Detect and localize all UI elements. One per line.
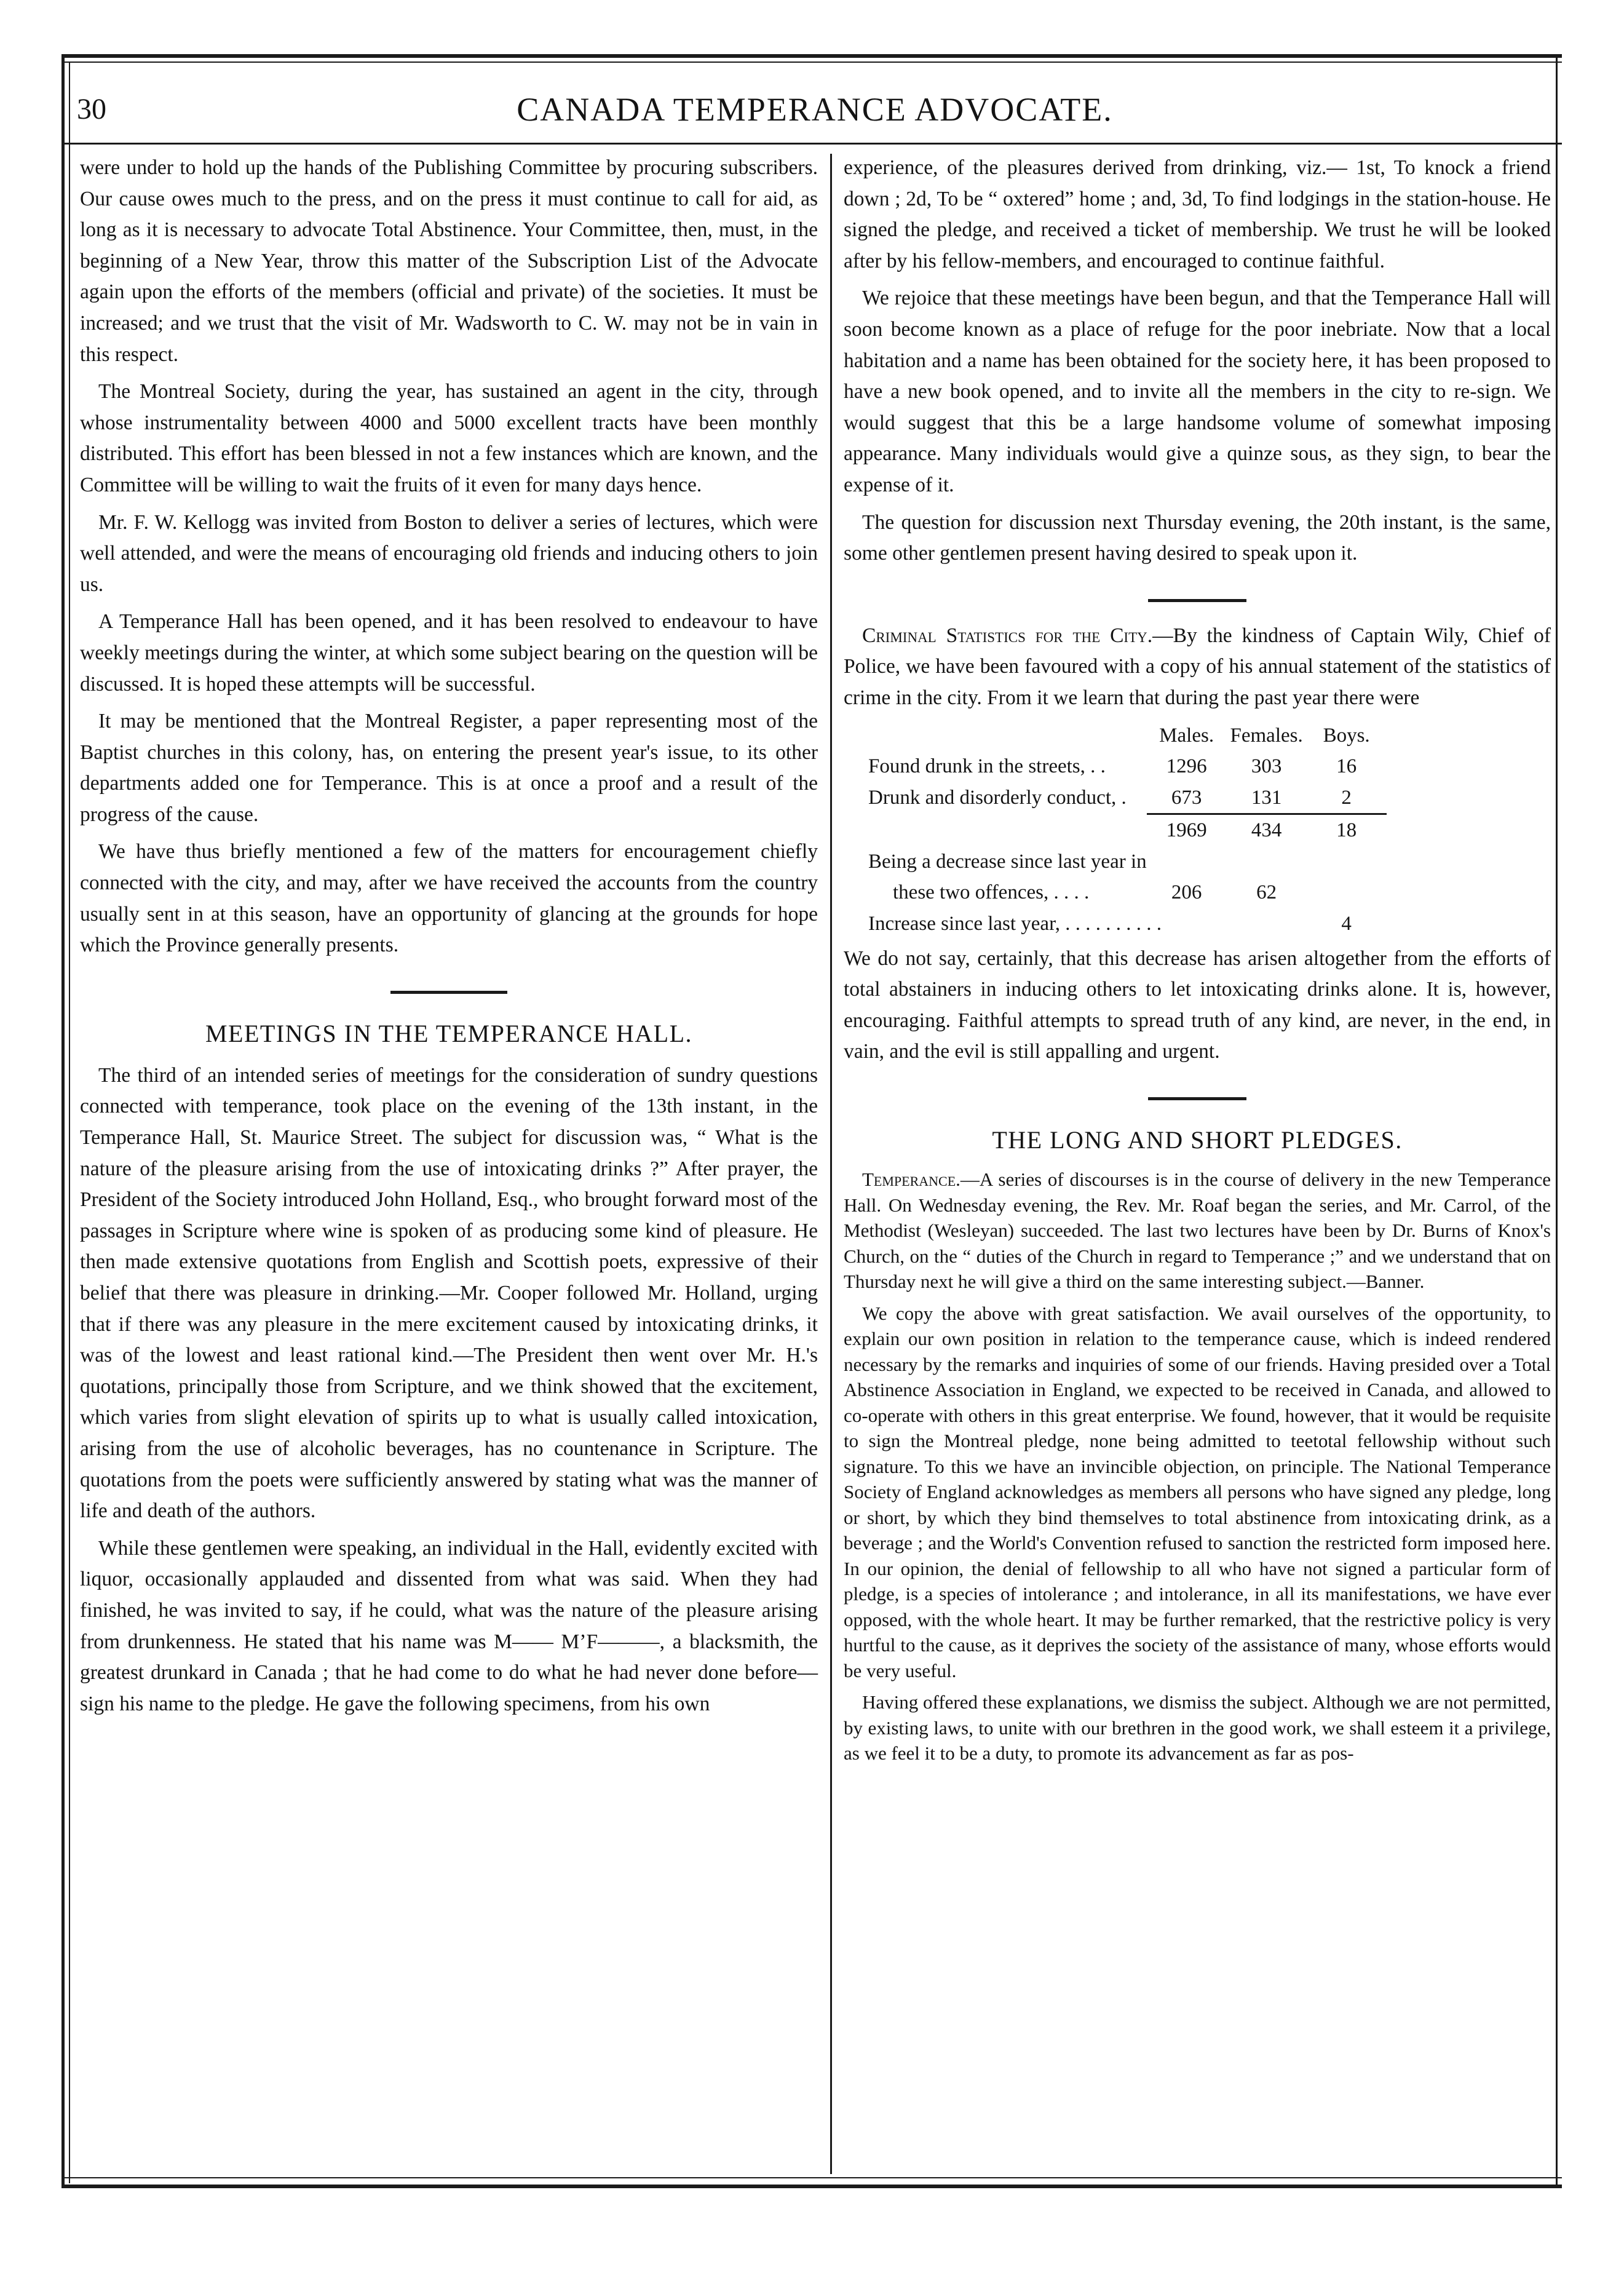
article-paragraph: It may be mentioned that the Montreal Register, a paper representing most of the Baptist churches in this colony, has, on entering the present year's issue, to its other departments added one for Temperance. This is at once a proof and a result of the progress of the cause.: [80, 710, 818, 826]
pledges-heading: THE LONG AND SHORT PLEDGES.: [992, 1126, 1403, 1154]
article-paragraph: The third of an intended series of meetings for the consideration of sundry questions connected with temperance, took place on the evening of the 13th instant, in the Temperance Hall, St. Maurice Street. The subject for discussion was, “ What is the nature of the pleasure arising from the use of intoxicating drinks ?” After prayer, the President of the Society introduced John Holland, Esq., who brought forward most of the passages in Scripture where wine is spoken of as producing some kind of pleasure. He then made extensive quotations from English and Scottish poets, expressive of their belief that there was pleasure in drinking.—Mr. Cooper followed Mr. Holland, urging that if there was any pleasure in the mere excitement caused by intoxicating drinks, it was of the lowest and least rational kind.—The President then went over Mr. H.'s quotations, principally those from Scripture, and we think showed that the excitement, which varies from slight elevation of spirits up to what is usually called intoxication, arising from the use of alcoholic beverages, has no countenance in Scripture. The quotations from the poets were sufficiently answered by stating what was the manner of life and death of the authors.: [80, 1063, 818, 1523]
column-header: Females.: [1230, 724, 1303, 747]
statistics-intro: [844, 621, 1551, 714]
statistics-lead: Criminal Statistics for the City.: [862, 624, 1153, 647]
statistics-intro-text: —By the kindness of Captain Wily, Chief of Police, we have been favoured with a copy of his annual statement of the statistics of crime in the city. From it we learn that during the past year there were: [844, 624, 1551, 709]
running-header: [77, 85, 1553, 134]
article-paragraph: The Montreal Society, during the year, has sustained an agent in the city, through whose instrumentality between 4000 and 5000 excellent tracts have been monthly distributed. This effort has been blessed in not a few instances which are known, and the Committee will be willing to wait the fruits of it even for many days hence.: [80, 380, 818, 496]
total-boys: 18: [1307, 814, 1387, 846]
article-paragraph: We have thus briefly mentioned a few of the matters for encouragement chiefly connected with the city, and may, after we have received the accounts from the country usually sent in at this season, have an opportunity of glancing at the grounds for hope which the Province generally presents.: [80, 840, 818, 957]
total-males: 1969: [1147, 814, 1227, 846]
decrease-males: 206: [1171, 881, 1202, 904]
cell-boys: 16: [1336, 755, 1357, 778]
article-paragraph: A Temperance Hall has been opened, and it has been resolved to endeavour to have weekly meetings during the winter, at which some subject bearing on the question will be discussed. It is hoped these attempts will be successful.: [80, 610, 818, 696]
cell-females: 131: [1251, 786, 1282, 809]
total-females: 434: [1227, 814, 1307, 846]
table-row: [868, 908, 1387, 940]
cell-males: 1296: [1166, 755, 1207, 778]
increase-boys: 4: [1341, 913, 1352, 935]
left-border-rule: [61, 54, 65, 2188]
column-header: Males.: [1159, 724, 1214, 747]
page-number: 30: [77, 93, 106, 125]
crime-statistics-table: [868, 720, 1387, 940]
row-label: Found drunk in the streets, . .: [868, 755, 1106, 778]
row-label: these two offences, . . . .: [893, 881, 1090, 904]
article-paragraph: We copy the above with great satisfaction. We avail ourselves of the opportunity, to explain our own position in relation to the temperance cause, which is indeed rendered necessary by the remarks and inquiries of some of our friends. Having presided over a Total Abstinence Association in England, we expected to be received in Canada, and allowed to co-operate with others in this great enterprise. We found, however, that it would be requisite to sign the Montreal pledge, none being admitted to teetotal fellowship without such signature. To this we have an invincible objection, on principle. The National Temperance Society of England acknowledges as members all persons who have signed any pledge, long or short, by which they bind themselves to total abstinence from intoxicating drink, as a beverage ; and the World's Convention refused to sanction the restricted form imposed here. In our opinion, the denial of fellowship to all who have not signed a particular form of pledge, is a species of intolerance ; and intolerance, in all its manifestations, we have ever opposed, with the whole heart. It may be further remarked, that the restrictive policy is very hurtful to the cause, as it deprives the society of the assistance of many, whose efforts would be very useful.: [844, 1302, 1551, 1681]
header-rule: [61, 143, 1562, 145]
table-header-row: [868, 720, 1387, 752]
running-title: CANADA TEMPERANCE ADVOCATE.: [517, 91, 1113, 128]
section-divider: [1148, 1097, 1246, 1100]
meetings-heading: MEETINGS IN THE TEMPERANCE HALL.: [205, 1019, 693, 1047]
cell-females: 303: [1251, 755, 1282, 778]
table-total-row: [868, 814, 1387, 846]
column-header: Boys.: [1323, 724, 1370, 747]
table-row: [868, 782, 1387, 814]
right-border-rule: [1556, 54, 1558, 2188]
table-row: [868, 877, 1387, 908]
right-column: [844, 153, 1551, 1772]
article-paragraph: We rejoice that these meetings have been begun, and that the Temperance Hall will soon become known as a place of refuge for the poor inebriate. Now that a local habitation and a name has been obtained for the society here, it has been proposed to have a new book opened, and to invite all the members in the city to re-sign. We would suggest that this be a large handsome volume of somewhat imposing appearance. Many individuals would give a quinze sous, as they sign, to bear the expense of it.: [844, 287, 1551, 496]
table-row: [868, 751, 1387, 782]
article-paragraph: were under to hold up the hands of the Publishing Committee by procuring subscribers. Our cause owes much to the press, and on the press it must continue to call for aid, as long as it is necessary to advocate Total Abstinence. Your Committee, then, must, in the beginning of a New Year, throw this matter of the Subscription List of the Advocate again upon the efforts of the members (official and private) of the societies. It must be increased; and we trust that the visit of Mr. Wadsworth to C. W. may not be in vain in this respect.: [80, 156, 818, 366]
article-paragraph: While these gentlemen were speaking, an individual in the Hall, evidently excited with liquor, occasionally applauded and dissented from what was said. When they had finished, he was invited to say, if he could, what was the nature of the pleasure arising from drunkenness. He stated that his name was M—— M’F———, a blacksmith, the greatest drunkard in Canada ; that he had come to do what he had never done before—sign his name to the pledge. He gave the following specimens, from his own: [80, 1536, 818, 1715]
row-label: Drunk and disorderly conduct, .: [868, 787, 1127, 809]
article-paragraph: We do not say, certainly, that this decrease has arisen altogether from the efforts of total abstainers in inducing others to let intoxicating drinks alone. It is, however, encouraging. Faithful attempts to spread truth of any kind, are never, in the end, in vain, and the evil is still appalling and urgent.: [844, 946, 1551, 1063]
bottom-border-rule: [61, 2185, 1562, 2188]
top-border-rule: [61, 54, 1562, 58]
pledges-first-paragraph: [844, 1167, 1551, 1295]
section-divider: [390, 991, 507, 994]
decrease-boys: [1307, 877, 1387, 908]
article-paragraph: Mr. F. W. Kellogg was invited from Boston to deliver a series of lectures, which were well attended, and were the means of encouraging old friends and inducing others to join us.: [80, 510, 818, 596]
row-label: Being a decrease since last year in: [868, 850, 1147, 873]
cell-males: 673: [1171, 786, 1202, 809]
article-paragraph: experience, of the pleasures derived from drinking, viz.— 1st, To knock a friend down ; 2d, To be “ oxtered” home ; and, 3d, To find lodgings in the station-house. He signed the pledge, and received a ticket of membership. We trust he will be looked after by his fellow-members, and encouraged to continue faithful.: [844, 156, 1551, 272]
pledges-first-text: —A series of discourses is in the course of delivery in the new Temperance Hall. On Wednesday evening, the Rev. Mr. Roaf began the series, and Mr. Carrol, of the Methodist (Wesleyan) succeeded. The last two lectures have been by Dr. Burns of Knox's Church, on the “ duties of the Church in regard to Temperance ;” and we understand that on Thursday next he will give a third on the same interesting subject.—Banner.: [844, 1169, 1551, 1293]
section-divider: [1148, 599, 1246, 602]
cell-boys: 2: [1341, 786, 1352, 809]
left-column: [80, 153, 818, 1726]
top-border-rule-thin: [61, 62, 1562, 63]
pledges-lead: Temperance.: [862, 1169, 961, 1191]
table-row: [868, 846, 1387, 878]
article-paragraph: The question for discussion next Thursday evening, the 20th instant, is the same, some other gentlemen present having desired to speak upon it.: [844, 510, 1551, 565]
article-paragraph: Having offered these explanations, we dismiss the subject. Although we are not permitted, by existing laws, to unite with our brethren in the good work, we shall esteem it a privilege, as we feel it to be a duty, to promote its advancement as far as pos-: [844, 1691, 1551, 1764]
bottom-border-rule-thin: [61, 2177, 1562, 2178]
column-divider: [830, 154, 832, 2174]
decrease-females: 62: [1256, 881, 1277, 904]
row-label: Increase since last year, . . . . . . . . . .: [868, 913, 1162, 935]
left-border-rule-thin: [69, 62, 70, 2183]
